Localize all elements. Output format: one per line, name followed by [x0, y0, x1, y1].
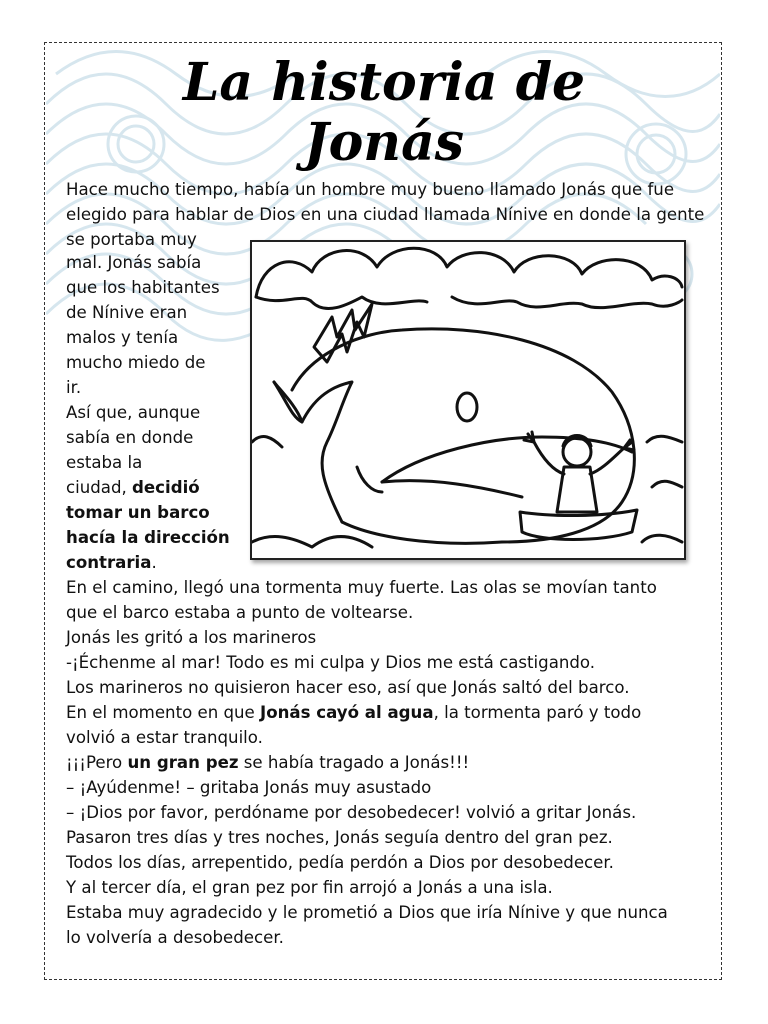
- storm-clouds: [256, 248, 682, 297]
- text-run: ciudad,: [66, 478, 133, 497]
- story-body: [66, 575, 706, 950]
- text-line: estaba la: [66, 453, 143, 472]
- bold-text: un gran pez: [127, 753, 239, 772]
- lightning-icon: [314, 304, 372, 362]
- text-line: mal. Jonás sabía: [66, 253, 202, 272]
- text-run: En el momento en que: [66, 703, 261, 722]
- text-line: Así que, aunque: [66, 403, 201, 422]
- bold-text: tomar un barco: [66, 503, 210, 522]
- page-title-line2: Jonás: [303, 112, 465, 173]
- whale-illustration: [250, 240, 686, 560]
- text-line: sabía en donde: [66, 428, 194, 447]
- text-line: se portaba muy: [66, 230, 197, 249]
- text-line: Estaba muy agradecido y le prometió a Dios que iría Nínive y que nunca: [66, 903, 668, 922]
- text-line: Los marineros no quisieron hacer eso, así que Jonás saltó del barco.: [66, 678, 630, 697]
- text-line: que el barco estaba a punto de voltearse.: [66, 603, 414, 622]
- text-line: – ¡Ayúdenme! – gritaba Jonás muy asustado: [66, 778, 432, 797]
- text-line: – ¡Dios por favor, perdóname por desobedecer! volvió a gritar Jonás.: [66, 803, 637, 822]
- text-line: [66, 475, 241, 500]
- text-line: de Nínive eran: [66, 303, 188, 322]
- text-line: Hace mucho tiempo, había un hombre muy bueno llamado Jonás que fue: [66, 180, 675, 199]
- text-line: lo volvería a desobedecer.: [66, 928, 284, 947]
- text-line: [66, 750, 706, 775]
- bold-text: hacía la dirección: [66, 528, 230, 547]
- text-line: Y al tercer día, el gran pez por fin arrojó a Jonás a una isla.: [66, 878, 553, 897]
- left-text-column: [66, 250, 241, 575]
- bold-text: contraria: [66, 553, 152, 572]
- text-run: se había tragado a Jonás!!!: [238, 753, 470, 772]
- text-run: ¡¡¡Pero: [66, 753, 128, 772]
- text-line: En el camino, llegó una tormenta muy fuerte. Las olas se movían tanto: [66, 578, 657, 597]
- text-line: que los habitantes: [66, 278, 220, 297]
- text-run: , la tormenta paró y todo: [433, 703, 642, 722]
- whale-mouth: [382, 437, 632, 482]
- text-line: mucho miedo de: [66, 353, 206, 372]
- whale-drawing: [252, 242, 684, 558]
- jonah-left-arm: [534, 442, 564, 474]
- text-line: Jonás les gritó a los marineros: [66, 628, 317, 647]
- text-line: [66, 700, 706, 725]
- text-line: [66, 525, 241, 550]
- text-line: [66, 550, 241, 575]
- jonah-head: [563, 438, 591, 466]
- jonah-right-arm: [590, 448, 624, 474]
- text-line: Todos los días, arrepentido, pedía perdón a Dios por desobedecer.: [66, 853, 614, 872]
- text-line: malos y tenía: [66, 328, 179, 347]
- bold-text: Jonás cayó al agua: [260, 703, 434, 722]
- text-line: -¡Échenme al mar! Todo es mi culpa y Dios me está castigando.: [66, 653, 596, 672]
- text-run: .: [151, 553, 157, 572]
- whale-tail: [274, 382, 352, 522]
- text-line: elegido para hablar de Dios en una ciudad llamada Nínive en donde la gente: [66, 205, 705, 224]
- text-line: [66, 500, 241, 525]
- text-line: Pasaron tres días y tres noches, Jonás seguía dentro del gran pez.: [66, 828, 613, 847]
- text-line: volvió a estar tranquilo.: [66, 728, 263, 747]
- text-line: ir.: [66, 378, 82, 397]
- bold-text: decidió: [132, 478, 200, 497]
- title-block: [178, 48, 590, 174]
- boat: [520, 510, 637, 540]
- page-title-line1: La historia de: [182, 52, 586, 113]
- whale-eye: [457, 393, 477, 421]
